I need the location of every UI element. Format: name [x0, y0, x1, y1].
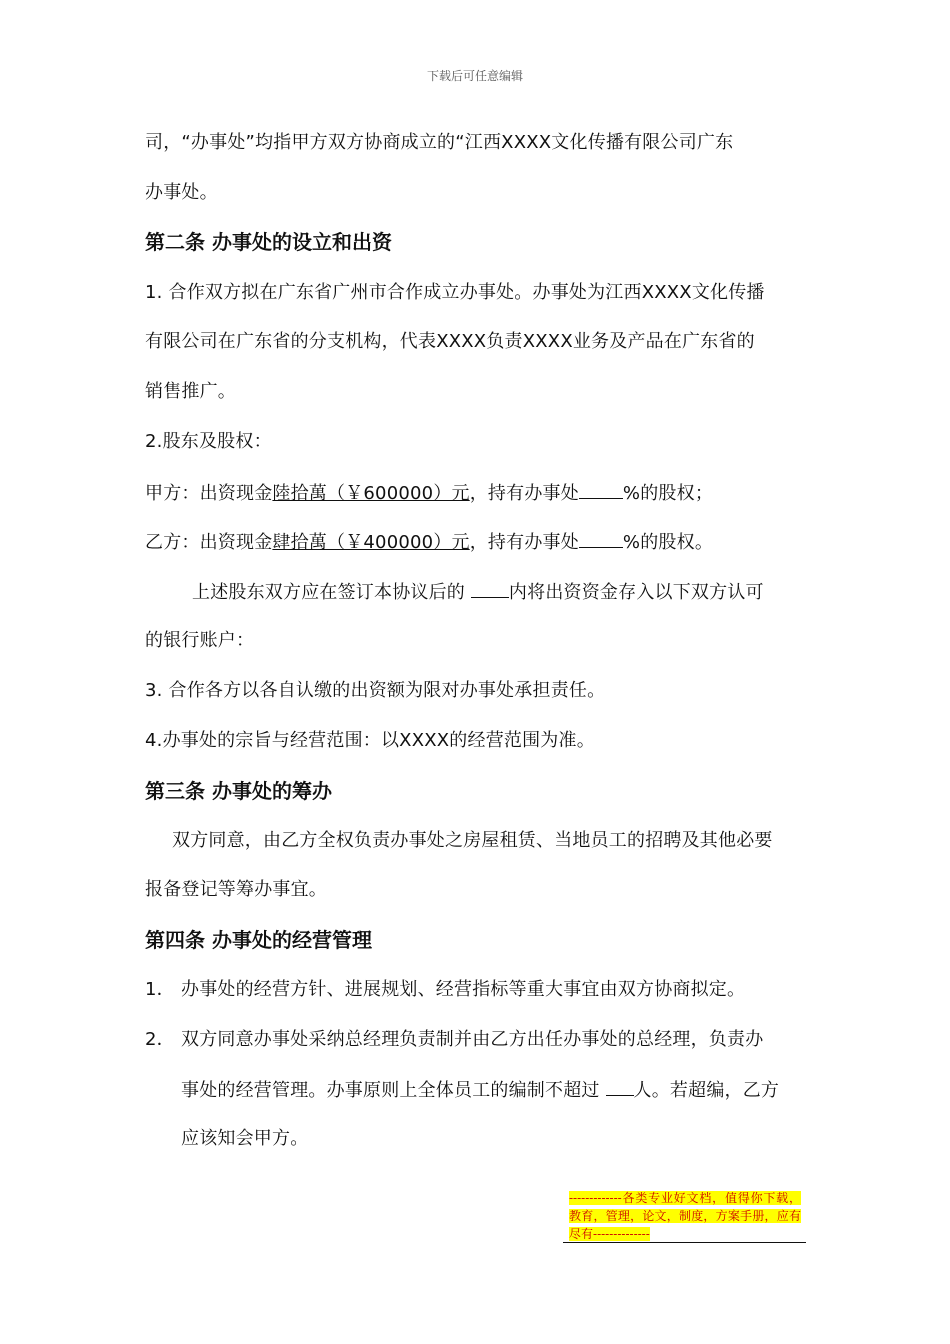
capital-amount-a: 陸拾萬（￥600000）元 [272, 483, 470, 504]
shareholder-b-line [145, 529, 713, 555]
paragraph-line: 有限公司在广东省的分支机构，代表XXXX负责XXXX业务及产品在广东省的 [145, 331, 755, 352]
footer-ad-note [569, 1189, 801, 1243]
text: ，持有办事处 [469, 483, 579, 504]
text: 甲方：出资现金 [145, 483, 273, 504]
text: 乙方：出资现金 [145, 532, 273, 553]
list-item-text: 双方同意办事处采纳总经理负责制并由乙方出任办事处的总经理，负责办 [181, 1029, 764, 1050]
text: 上述股东双方应在签订本协议后的 [192, 582, 471, 603]
text: %的股权。 [622, 532, 714, 553]
paragraph-line: 报备登记等筹办事宜。 [145, 879, 327, 900]
paragraph-line: 双方同意，由乙方全权负责办事处之房屋租赁、当地员工的招聘及其他必要 [172, 830, 773, 851]
shareholder-a-line [145, 480, 713, 506]
paragraph-line: 2.股东及股权： [145, 431, 272, 452]
blank-field [471, 579, 509, 598]
list-item-text: 应该知会甲方。 [181, 1128, 309, 1149]
footer-text: 各类专业好文档，值得你下载，教育，管理，论文，制度，方案手册，应有尽有 [569, 1191, 801, 1241]
blank-field [579, 480, 623, 499]
text: 人。若超编，乙方 [633, 1080, 780, 1101]
paragraph-line: 的银行账户： [145, 630, 255, 651]
paragraph-line: 司，“办事处”均指甲方双方协商成立的“江西XXXX文化传播有限公司广东 [145, 132, 734, 153]
footer-dashes: ------------- [569, 1191, 622, 1205]
paragraph-line: 4.办事处的宗旨与经营范围：以XXXX的经营范围为准。 [145, 730, 595, 751]
paragraph-line: 销售推广。 [145, 381, 236, 402]
footer-dashes: -------------- [593, 1227, 650, 1241]
footer-rule [563, 1242, 806, 1243]
section-heading-2: 第二条 办事处的设立和出资 [145, 230, 392, 254]
list-number: 1． [145, 979, 175, 1000]
list-item-text [181, 1077, 779, 1103]
section-heading-3: 第三条 办事处的筹办 [145, 779, 332, 803]
blank-field [579, 529, 623, 548]
blank-field [606, 1077, 634, 1096]
paragraph-line [192, 579, 764, 605]
list-item-text: 办事处的经营方针、进展规划、经营指标等重大事宜由双方协商拟定。 [181, 979, 746, 1000]
section-heading-4: 第四条 办事处的经营管理 [145, 928, 372, 952]
paragraph-line: 办事处。 [145, 182, 218, 203]
text: 内将出资资金存入以下双方认可 [508, 582, 764, 603]
text: 事处的经营管理。办事原则上全体员工的编制不超过 [181, 1080, 606, 1101]
capital-amount-b: 肆拾萬（￥400000）元 [272, 532, 470, 553]
text: %的股权； [622, 483, 714, 504]
page-header: 下载后可任意编辑 [426, 69, 523, 83]
paragraph-line: 3. 合作各方以各自认缴的出资额为限对办事处承担责任。 [145, 680, 606, 701]
list-number: 2． [145, 1029, 175, 1050]
paragraph-line: 1. 合作双方拟在广东省广州市合作成立办事处。办事处为江西XXXX文化传播 [145, 282, 765, 303]
text: ，持有办事处 [469, 532, 579, 553]
